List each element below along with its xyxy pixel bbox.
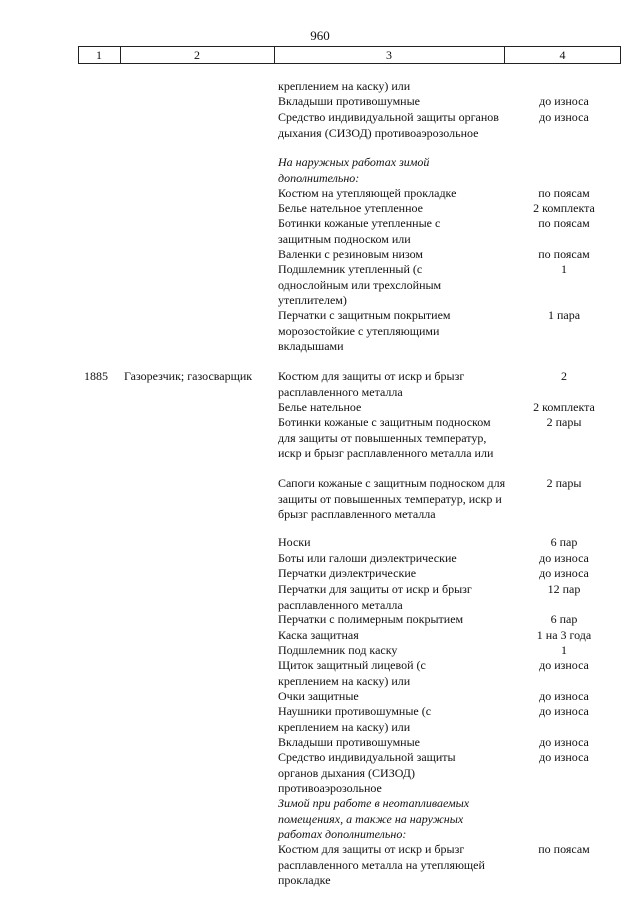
list-item-value: 1 пара [547,308,581,322]
list-item: Носки [278,535,311,549]
list-item: Каска защитная [278,628,359,642]
header-divider [620,47,621,63]
header-col-1: 1 [96,48,102,62]
list-item-value: 1 на 3 года [536,628,592,642]
list-item: Вкладыши противошумные [278,735,420,749]
list-item-value: до износа [539,94,589,108]
list-item-value: 2 пары [546,476,582,490]
section-note: Зимой при работе в неотапливаемых помещениях, а также на наружных работах дополнительно: [278,796,470,841]
list-item: Ботинки кожаные утепленные с защитным подноском или [278,216,441,246]
list-item-value: до износа [539,735,589,749]
list-item: Белье нательное утепленное [278,201,423,215]
list-item-value: 6 пар [550,535,578,549]
list-item: Костюм для защиты от искр и брызг расплавленного металла [278,369,465,399]
list-item-value: 2 комплекта [533,400,595,414]
list-item-value: 6 пар [550,612,578,626]
header-col-3: 3 [386,48,392,62]
header-divider [78,47,79,63]
table-header [78,46,621,64]
list-item-value: 1 [561,262,567,276]
list-item: Вкладыши противошумные [278,94,420,108]
list-item: Перчатки для защиты от искр и брызг расплавленного металла [278,582,472,612]
list-item-value: по поясам [538,842,590,856]
header-col-2: 2 [194,48,200,62]
list-item: Щиток защитный лицевой (с креплением на каску) или [278,658,426,688]
list-item: Белье нательное [278,400,362,414]
list-item: Средство индивидуальной защиты органов дыхания (СИЗОД) противоаэрозольное [278,750,456,795]
list-item-value: 2 комплекта [533,201,595,215]
list-item-value: по поясам [538,247,590,261]
list-item-value: до износа [539,689,589,703]
list-item-value: до износа [539,566,589,580]
list-item-value: 12 пар [547,582,581,596]
list-item: Перчатки с полимерным покрытием [278,612,464,626]
entry-profession: Газорезчик; газосварщик [124,369,253,383]
list-item-value: до износа [539,551,589,565]
list-item: Перчатки с защитным покрытием морозостойкие с утепляющими вкладышами [278,308,451,353]
list-item: Валенки с резиновым низом [278,247,424,261]
section-note: На наружных работах зимой дополнительно: [278,155,430,185]
list-item: креплением на каску) или [278,79,411,93]
header-col-4: 4 [559,48,566,62]
list-item: Подшлемник утепленный (с однослойным или трехслойным утеплителем) [278,262,442,307]
list-item: Боты или галоши диэлектрические [278,551,457,565]
list-item-value: по поясам [538,186,590,200]
list-item: Подшлемник под каску [278,643,398,657]
list-item-value: до износа [539,110,589,124]
list-item-value: по поясам [538,216,590,230]
list-item: Средство индивидуальной защиты органов дыхания (СИЗОД) противоаэрозольное [278,110,499,140]
list-item-value: 2 пары [546,415,582,429]
list-item: Очки защитные [278,689,359,703]
list-item: Перчатки диэлектрические [278,566,417,580]
list-item-value: до износа [539,750,589,764]
list-item-value: 2 [561,369,567,383]
page-number: 960 [310,28,330,43]
list-item-value: 1 [561,643,567,657]
list-item: Костюм на утепляющей прокладке [278,186,457,200]
entry-number: 1885 [84,369,108,383]
list-item: Сапоги кожаные с защитным подноском для защиты от повышенных температур, искр и брызг расплавленного металла [278,476,506,521]
list-item-value: до износа [539,658,589,672]
list-item: Ботинки кожаные с защитным подноском для защиты от повышенных температур, искр и брызг расплавленного металла или [278,415,494,460]
list-item: Наушники противошумные (с креплением на каску) или [278,704,432,734]
list-item-value: до износа [539,704,589,718]
list-item: Костюм для защиты от искр и брызг расплавленного металла на утепляющей прокладке [278,842,485,887]
